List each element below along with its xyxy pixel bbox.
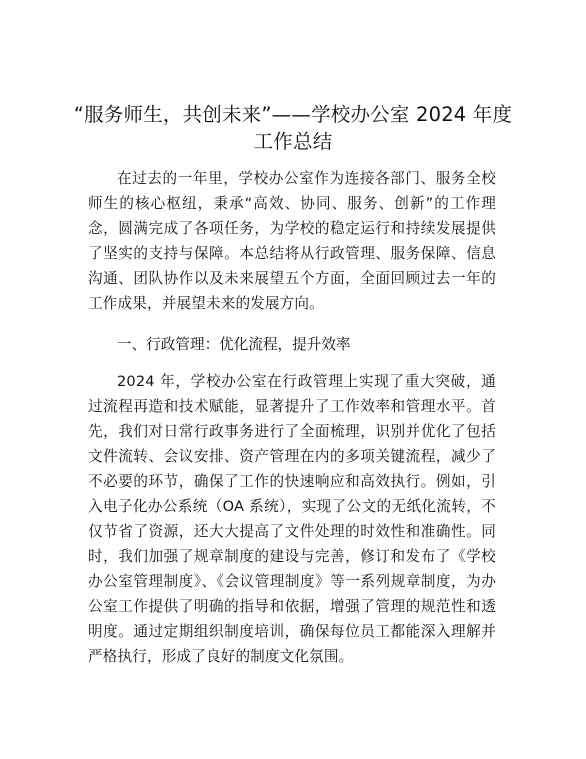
intro-paragraph: 在过去的一年里，学校办公室作为连接各部门、服务全校师生的核心枢纽，秉承“高效、协同、服务、创新”的工作理念，圆满完成了各项任务，为学校的稳定运行和持续发展提供了坚实的支持与保障。本总结将从行政管理、服务保障、信息沟通、团队协作以及未来展望五个方面，全面回顾过去一年的工作成果，并展望未来的发展方向。 bbox=[88, 170, 496, 312]
admin-paragraph: 2024 年，学校办公室在行政管理上实现了重大突破，通过流程再造和技术赋能，显著提升了工作效率和管理水平。首先，我们对日常行政事务进行了全面梳理，识别并优化了包括文件流转、会议安排、资产管理在内的多项关键流程，减少了不必要的环节，确保了工作的快速响应和高效执行。例如，引入电子化办公系统（OA 系统），实现了公文的无纸化流转，不仅节省了资源，还大大提高了文件处理的时效性和准确性。同时，我们加强了规章制度的建设与完善，修订和发布了《学校办公室管理制度》、《会议管理制度》等一系列规章制度，为办公室工作提供了明确的指导和依据，增强了管理的规范性和透明度。通过定期组织制度培训，确保每位员工都能深入理解并严格执行，形成了良好的制度文化氛围。 bbox=[88, 373, 496, 665]
document-title: “服务师生，共创未来”——学校办公室 2024 年度工作总结 bbox=[73, 103, 513, 153]
section-heading-admin: 一、行政管理：优化流程，提升效率 bbox=[117, 336, 351, 353]
